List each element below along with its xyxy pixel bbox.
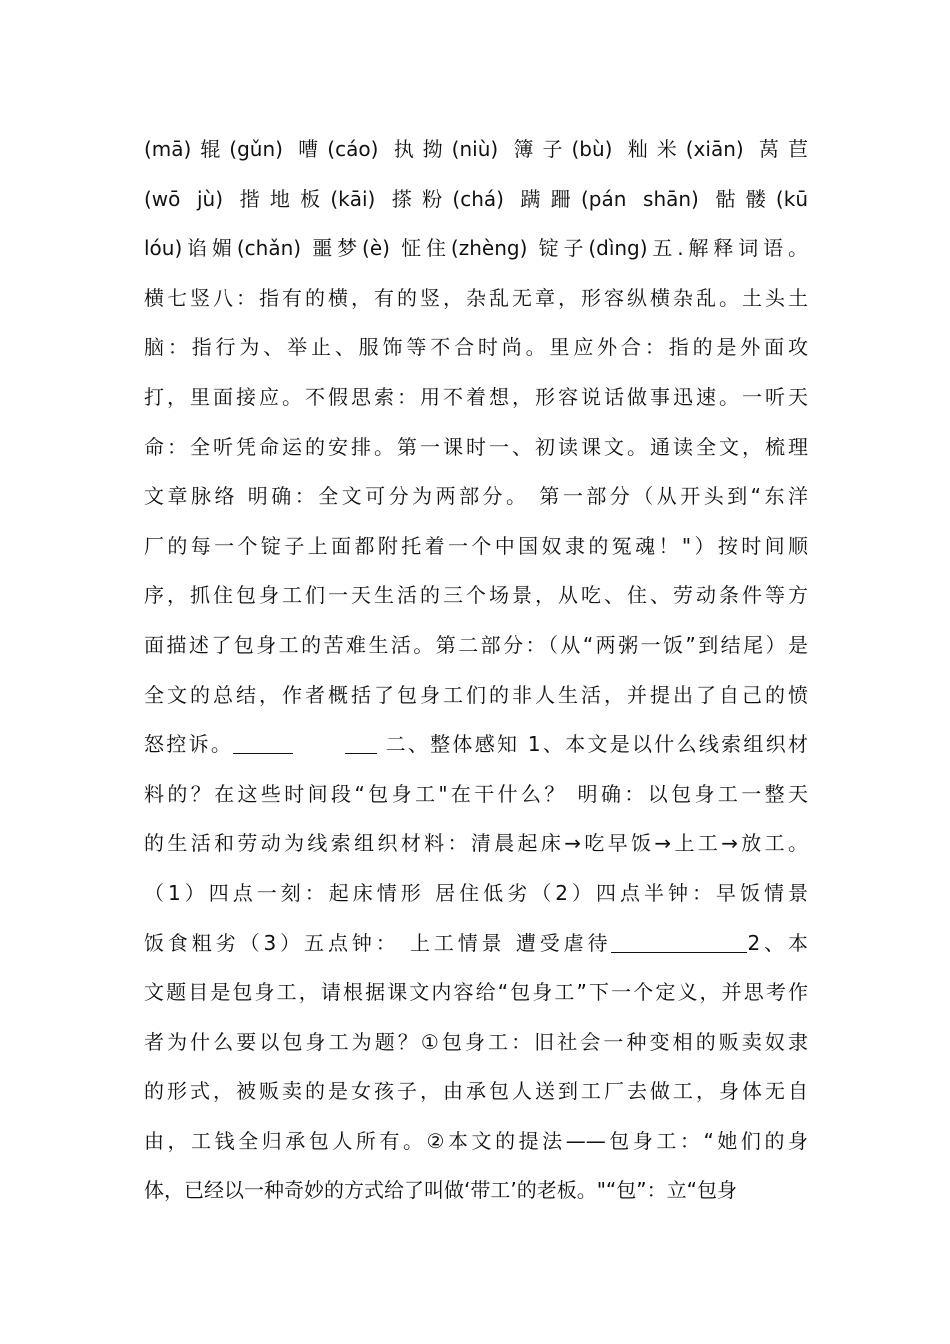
text-line: 打，里面接应。不假思索：用不着想，形容说话做事迅速。一听天 <box>144 384 808 409</box>
text-line: 序，抓住包身工们一天生活的三个场景，从吃、住、劳动条件等方 <box>144 583 808 608</box>
text-line: 脑：指行为、举止、服饰等不合时尚。里应外合：指的是外面攻 <box>144 335 808 360</box>
text-line: (wō jù) 揩地板(kāi) 搽粉(chá) 蹒跚(pán shān) 骷髅(kū <box>144 186 808 211</box>
line-segment <box>293 732 345 756</box>
line-segment: 饭食粗劣（3）五点钟： 上工情景 遭受虐待 <box>144 930 612 955</box>
line-segment: 2、本 <box>747 930 808 955</box>
text-line: 者为什么要以包身工为题？①包身工：旧社会一种变相的贩卖奴隶 <box>144 1029 808 1054</box>
text-line: 文题目是包身工，请根据课文内容给“包身工”下一个定义，并思考作 <box>144 980 808 1005</box>
text-line: 全文的总结，作者概括了包身工们的非人生活，并提出了自己的愤 <box>144 682 808 707</box>
text-line: lóu)谄媚(chǎn) 噩梦(è) 怔住(zhèng) 锭子(dìng)五.解释词语。 <box>144 236 808 261</box>
text-line: 料的？在这些时间段“包身工"在干什么？ 明确：以包身工一整天 <box>144 781 808 806</box>
text-line: 的形式，被贩卖的是女孩子，由承包人送到工厂去做工，身体无自 <box>144 1079 808 1104</box>
line-segment: 二、整体感知 1、本文是以什么线索组织材 <box>376 732 808 757</box>
fill-in-blank <box>345 732 377 754</box>
fill-in-blank <box>233 732 293 754</box>
text-line: 横七竖八：指有的横，有的竖，杂乱无章，形容纵横杂乱。土头土 <box>144 285 808 310</box>
text-line: （1）四点一刻：起床情形 居住低劣（2）四点半钟：早饭情景 <box>144 880 808 905</box>
text-line-with-blank <box>144 919 808 969</box>
text-line: (mā)辊(gǔn) 嘈(cáo) 执拗(niù) 簿子(bù) 籼米(xiān) 莴苣 <box>144 137 808 161</box>
line-segment: 怒控诉。 <box>144 732 234 757</box>
text-line: 的生活和劳动为线索组织材料：清晨起床→吃早饭→上工→放工。 <box>144 831 808 856</box>
text-line: 文章脉络 明确：全文可分为两部分。 第一部分（从开头到“东洋 <box>144 484 808 509</box>
text-line: 面描述了包身工的苦难生活。第二部分：（从“两粥一饭”到结尾）是 <box>144 632 808 657</box>
text-line-with-blanks <box>144 720 808 770</box>
text-line: 体，已经以一种奇妙的方式给了叫做‘带工’的老板。"“包”：立“包身 <box>144 1178 737 1203</box>
fill-in-blank <box>611 931 747 953</box>
text-line: 由，工钱全归承包人所有。②本文的提法——包身工：“她们的身 <box>144 1128 808 1153</box>
text-line: 命：全听凭命运的安排。第一课时一、初读课文。通读全文，梳理 <box>144 434 808 459</box>
body-text <box>144 125 808 1216</box>
text-line: 厂的每一个锭子上面都附托着一个中国奴隶的冤魂！"）按时间顺 <box>144 533 808 558</box>
